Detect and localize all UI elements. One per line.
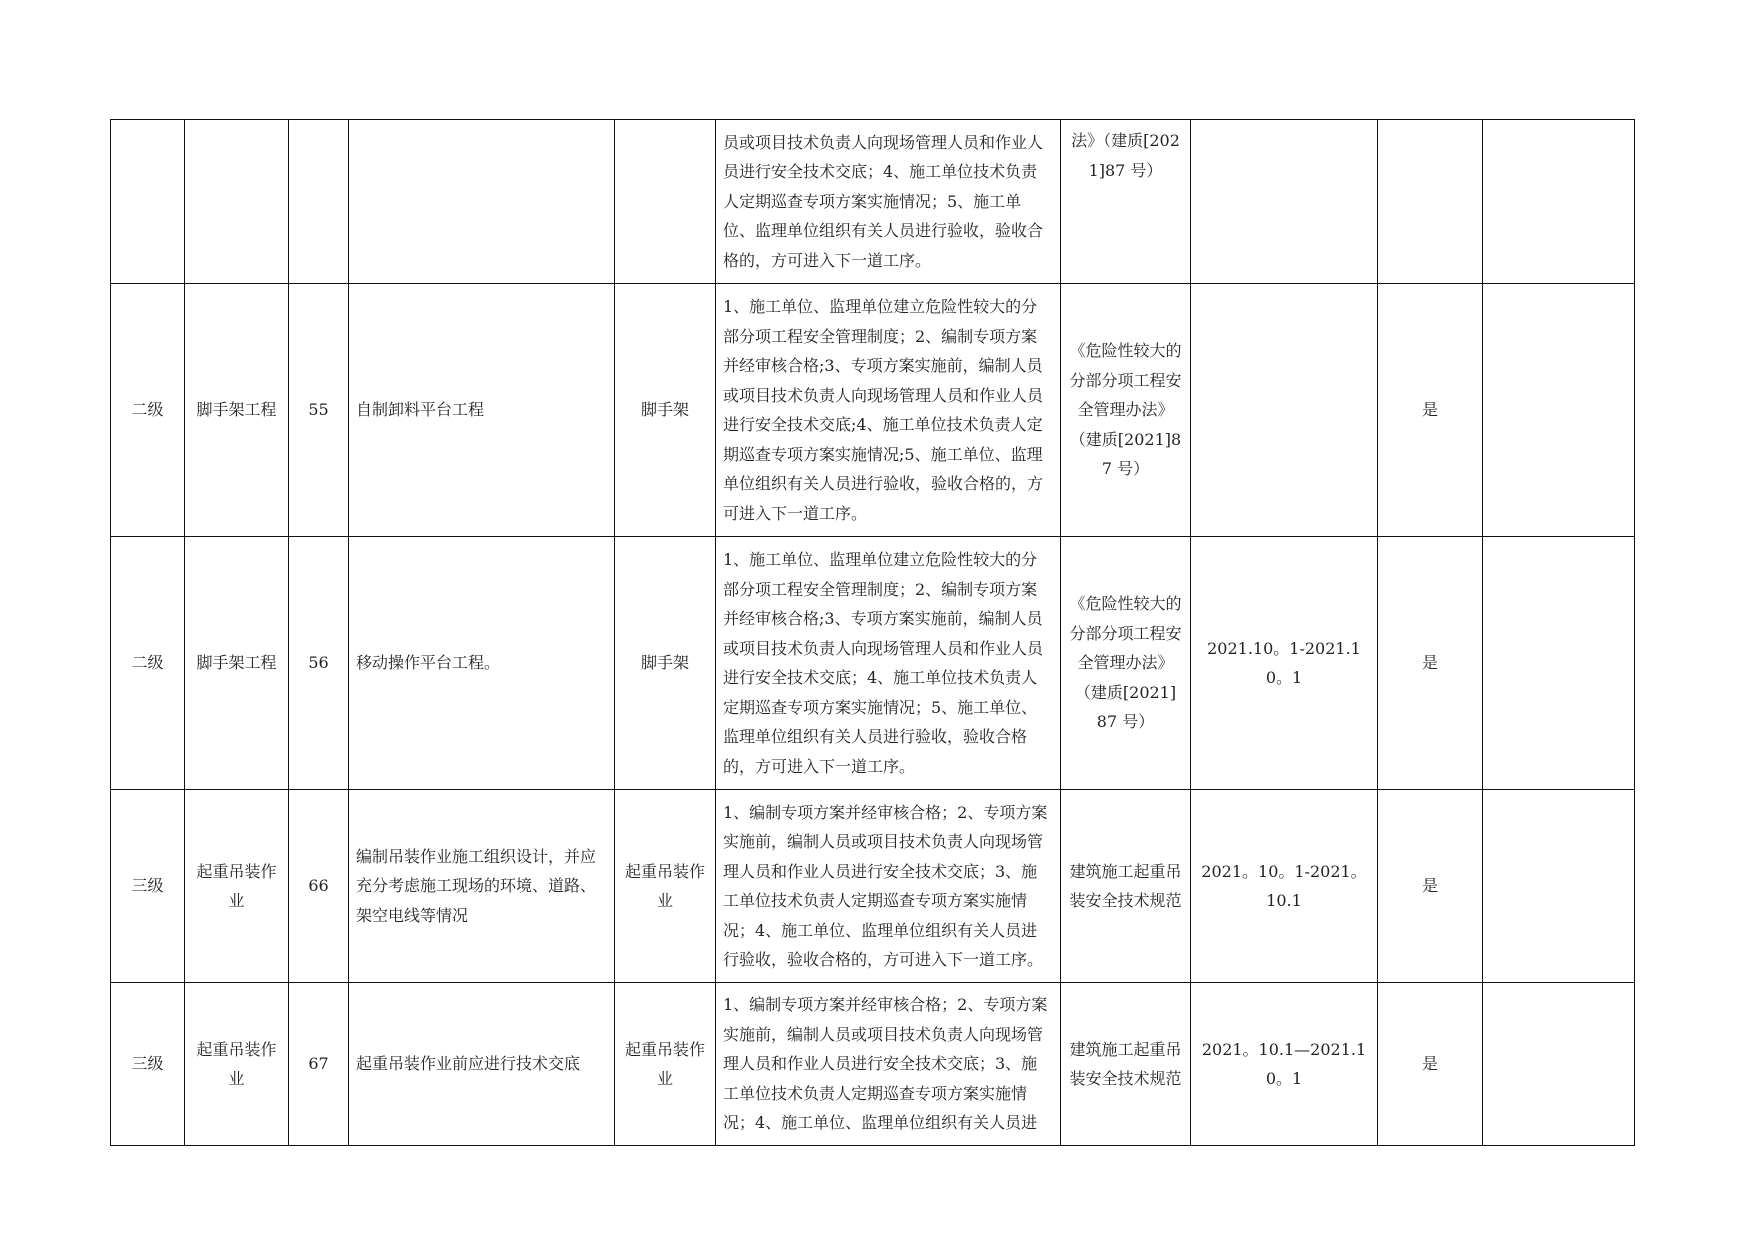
note-cell bbox=[1483, 790, 1635, 983]
type-cell: 脚手架 bbox=[615, 284, 716, 537]
hazard-item-cell: 起重吊装作业前应进行技术交底 bbox=[349, 983, 615, 1146]
period-cell: 2021。10。1-2021。10.1 bbox=[1191, 790, 1378, 983]
yes-cell: 是 bbox=[1378, 537, 1483, 790]
risk-level-cell: 二级 bbox=[111, 537, 185, 790]
control-measures-cell: 1、编制专项方案并经审核合格；2、专项方案实施前，编制人员或项目技术负责人向现场管理人员和作业人员进行安全技术交底；3、施工单位技术负责人定期巡查专项方案实施情况；4、施工单位、监理单位组织有关人员进 bbox=[716, 983, 1061, 1146]
category-cell: 脚手架工程 bbox=[185, 537, 289, 790]
note-cell bbox=[1483, 537, 1635, 790]
basis-cell: 《危险性较大的分部分项工程安全管理办法》（建质[2021] 87 号） bbox=[1061, 537, 1191, 790]
item-number-cell bbox=[289, 120, 349, 284]
yes-cell: 是 bbox=[1378, 790, 1483, 983]
note-cell bbox=[1483, 983, 1635, 1146]
type-cell: 起重吊装作业 bbox=[615, 983, 716, 1146]
category-cell: 起重吊装作业 bbox=[185, 983, 289, 1146]
category-cell bbox=[185, 120, 289, 284]
hazard-item-cell: 移动操作平台工程。 bbox=[349, 537, 615, 790]
risk-level-cell: 三级 bbox=[111, 983, 185, 1146]
risk-level-cell bbox=[111, 120, 185, 284]
basis-cell: 法》（建质[2021]87 号） bbox=[1061, 120, 1191, 284]
hazard-item-cell bbox=[349, 120, 615, 284]
period-cell bbox=[1191, 284, 1378, 537]
control-measures-cell: 员或项目技术负责人向现场管理人员和作业人员进行安全技术交底；4、施工单位技术负责人定期巡查专项方案实施情况；5、施工单位、监理单位组织有关人员进行验收，验收合格的，方可进入下一道工序。 bbox=[716, 120, 1061, 284]
basis-cell: 《危险性较大的分部分项工程安全管理办法》（建质[2021]87 号） bbox=[1061, 284, 1191, 537]
note-cell bbox=[1483, 284, 1635, 537]
item-number-cell: 55 bbox=[289, 284, 349, 537]
item-number-cell: 66 bbox=[289, 790, 349, 983]
control-measures-cell: 1、施工单位、监理单位建立危险性较大的分部分项工程安全管理制度；2、编制专项方案并经审核合格;3、专项方案实施前，编制人员或项目技术负责人向现场管理人员和作业人员进行安全技术交底；4、施工单位技术负责人定期巡查专项方案实施情况；5、施工单位、监理单位组织有关人员进行验收，验收合格的，方可进入下一道工序。 bbox=[716, 537, 1061, 790]
basis-cell: 建筑施工起重吊装安全技术规范 bbox=[1061, 790, 1191, 983]
risk-control-table bbox=[110, 119, 1635, 1146]
hazard-item-cell: 编制吊装作业施工组织设计，并应充分考虑施工现场的环境、道路、架空电线等情况 bbox=[349, 790, 615, 983]
table-row bbox=[111, 983, 1635, 1146]
risk-level-cell: 二级 bbox=[111, 284, 185, 537]
period-cell bbox=[1191, 120, 1378, 284]
yes-cell: 是 bbox=[1378, 983, 1483, 1146]
category-cell: 起重吊装作业 bbox=[185, 790, 289, 983]
yes-cell: 是 bbox=[1378, 284, 1483, 537]
category-cell: 脚手架工程 bbox=[185, 284, 289, 537]
item-number-cell: 67 bbox=[289, 983, 349, 1146]
control-measures-cell: 1、施工单位、监理单位建立危险性较大的分部分项工程安全管理制度；2、编制专项方案并经审核合格;3、专项方案实施前，编制人员或项目技术负责人向现场管理人员和作业人员进行安全技术交底;4、施工单位技术负责人定期巡查专项方案实施情况;5、施工单位、监理单位组织有关人员进行验收，验收合格的，方可进入下一道工序。 bbox=[716, 284, 1061, 537]
period-cell: 2021.10。1-2021.10。1 bbox=[1191, 537, 1378, 790]
table-row bbox=[111, 790, 1635, 983]
basis-cell: 建筑施工起重吊装安全技术规范 bbox=[1061, 983, 1191, 1146]
hazard-item-cell: 自制卸料平台工程 bbox=[349, 284, 615, 537]
risk-level-cell: 三级 bbox=[111, 790, 185, 983]
type-cell: 起重吊装作业 bbox=[615, 790, 716, 983]
table-row bbox=[111, 120, 1635, 284]
item-number-cell: 56 bbox=[289, 537, 349, 790]
note-cell bbox=[1483, 120, 1635, 284]
type-cell: 脚手架 bbox=[615, 537, 716, 790]
table-row bbox=[111, 537, 1635, 790]
yes-cell bbox=[1378, 120, 1483, 284]
control-measures-cell: 1、编制专项方案并经审核合格；2、专项方案实施前，编制人员或项目技术负责人向现场管理人员和作业人员进行安全技术交底；3、施工单位技术负责人定期巡查专项方案实施情况；4、施工单位、监理单位组织有关人员进行验收，验收合格的，方可进入下一道工序。 bbox=[716, 790, 1061, 983]
period-cell: 2021。10.1—2021.10。1 bbox=[1191, 983, 1378, 1146]
table-row bbox=[111, 284, 1635, 537]
type-cell bbox=[615, 120, 716, 284]
